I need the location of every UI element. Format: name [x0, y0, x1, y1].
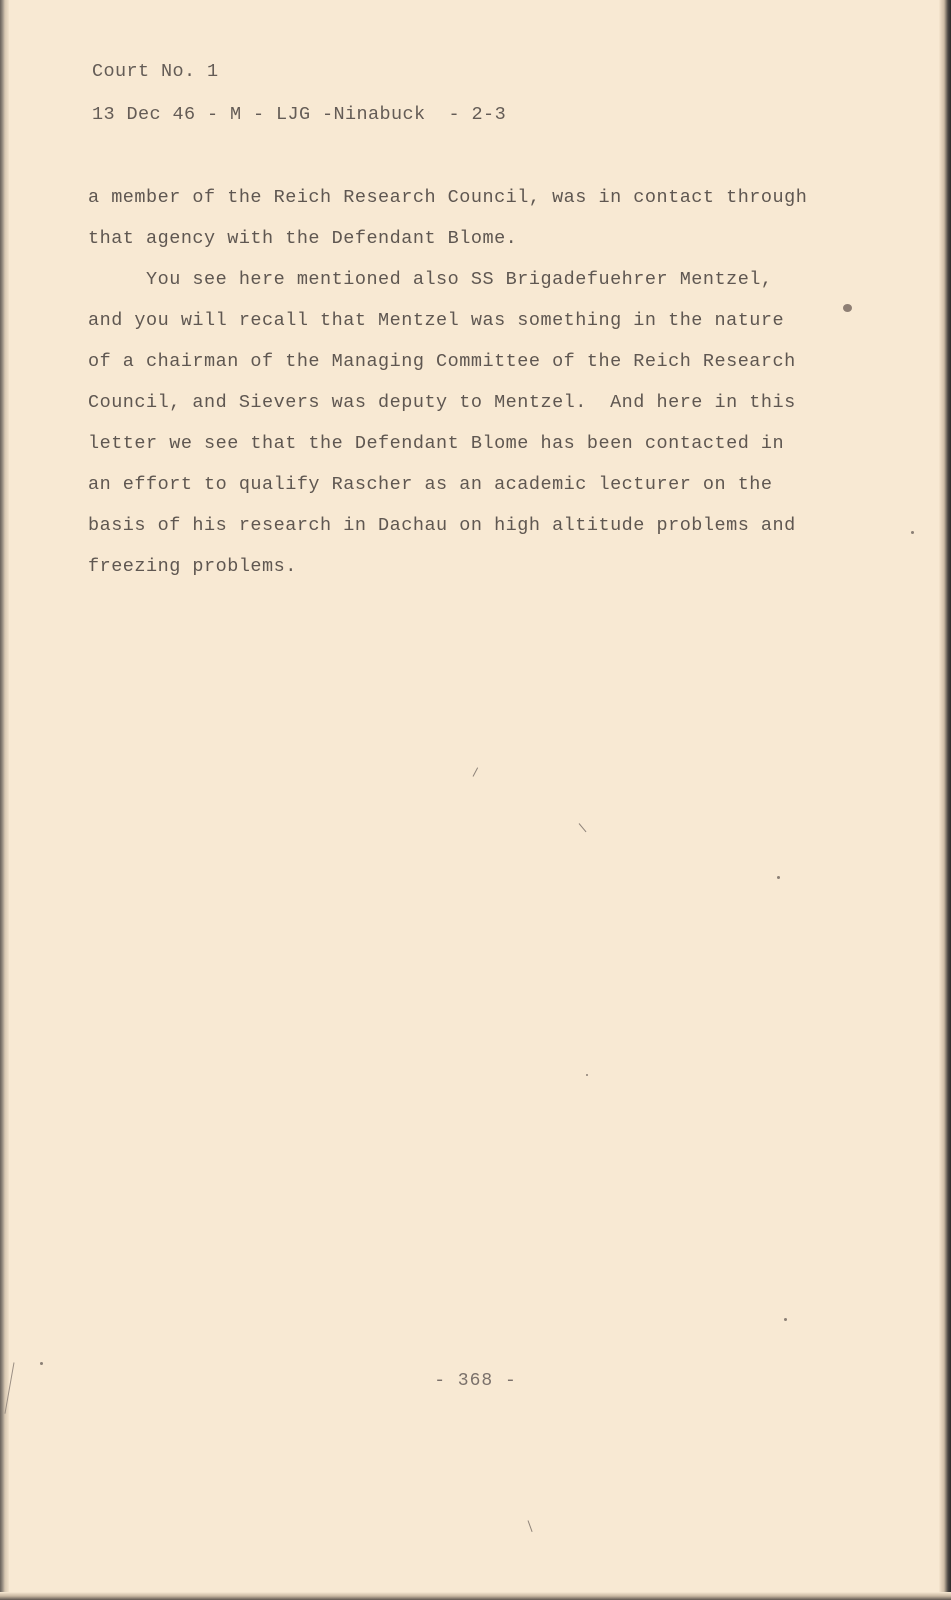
body-line-5: of a chairman of the Managing Committee of the Reich Research [88, 351, 796, 372]
page-number: - 368 - [434, 1371, 517, 1391]
paper-speck [777, 876, 780, 879]
pencil-mark [473, 767, 479, 776]
pencil-mark [528, 1520, 533, 1532]
body-line-2: that agency with the Defendant Blome. [88, 228, 518, 249]
session-reference-header: 13 Dec 46 - M - LJG -Ninabuck - 2-3 [92, 104, 507, 125]
body-line-1: a member of the Reich Research Council, was in contact through [88, 187, 808, 208]
body-line-10: freezing problems. [88, 556, 297, 577]
body-line-9: basis of his research in Dachau on high altitude problems and [88, 515, 796, 536]
body-line-3: You see here mentioned also SS Brigadefuehrer Mentzel, [88, 269, 773, 290]
paper-speck [784, 1318, 787, 1321]
left-paper-edge [0, 0, 9, 1600]
paper-speck [911, 531, 914, 534]
body-line-6: Council, and Sievers was deputy to Mentzel. And here in this [88, 392, 796, 413]
paper-speck [586, 1074, 588, 1076]
ink-blot-mark [843, 304, 852, 312]
pencil-mark [579, 823, 587, 832]
court-number-header: Court No. 1 [92, 61, 219, 82]
bottom-paper-edge [0, 1592, 951, 1600]
body-line-4: and you will recall that Mentzel was something in the nature [88, 310, 785, 331]
paper-speck [40, 1362, 43, 1365]
body-line-7: letter we see that the Defendant Blome has been contacted in [88, 433, 785, 454]
body-line-8: an effort to qualify Rascher as an academic lecturer on the [88, 474, 773, 495]
right-paper-edge [939, 0, 951, 1600]
